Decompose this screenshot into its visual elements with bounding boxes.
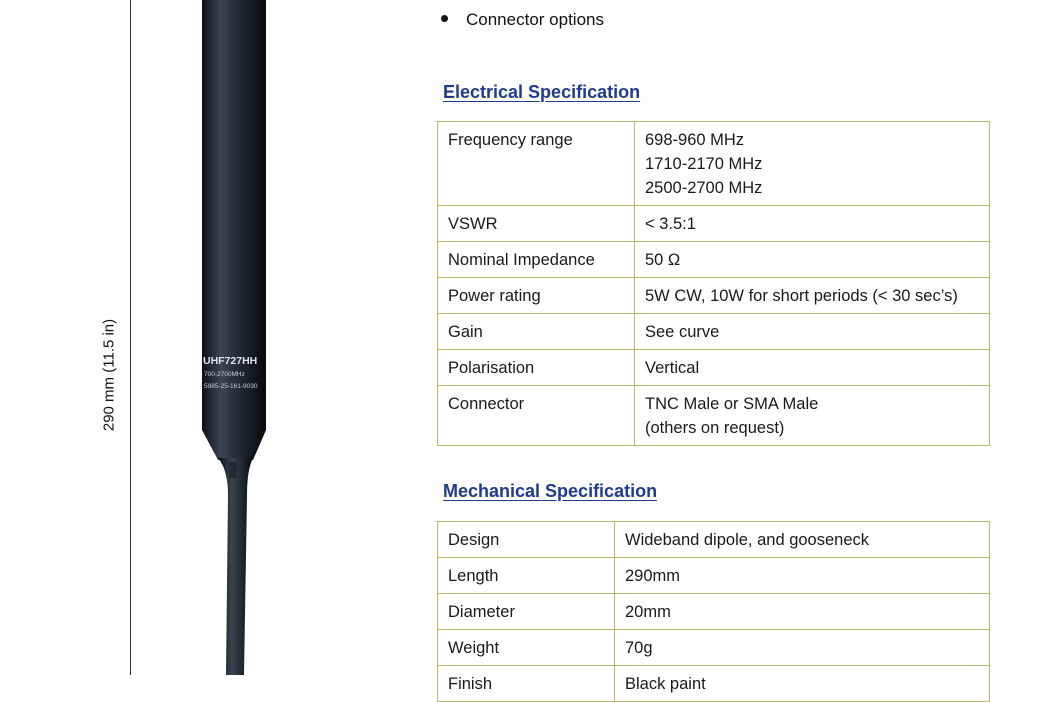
antenna-freq-text: 700-2700MHz — [204, 371, 245, 378]
spec-row — [438, 558, 990, 594]
spec-key: Nominal Impedance — [438, 242, 635, 278]
spec-row — [438, 666, 990, 702]
spec-row — [438, 242, 990, 278]
spec-value-line: Wideband dipole, and gooseneck — [625, 531, 870, 549]
spec-row — [438, 278, 990, 314]
spec-value-line: Vertical — [645, 359, 700, 377]
spec-value — [635, 314, 990, 350]
spec-value-line: (others on request) — [645, 419, 785, 437]
spec-row — [438, 630, 990, 666]
spec-key: Weight — [438, 630, 615, 666]
spec-value-line: 20mm — [625, 603, 671, 621]
dimension-label: 290 mm (11.5 in) — [100, 318, 118, 432]
antenna-model-text: UHF727HH — [203, 355, 258, 367]
spec-key: Power rating — [438, 278, 635, 314]
spec-key: Gain — [438, 314, 635, 350]
spec-value-line: 290mm — [625, 567, 681, 585]
spec-value — [635, 278, 990, 314]
spec-row — [438, 594, 990, 630]
spec-value — [635, 242, 990, 278]
spec-value — [615, 522, 990, 558]
spec-value — [635, 350, 990, 386]
spec-value — [635, 386, 990, 446]
spec-value-line: < 3.5:1 — [645, 215, 696, 233]
spec-value-line: 698-960 MHz — [645, 131, 745, 149]
electrical-spec-table — [437, 121, 990, 446]
spec-value-line: 1710-2170 MHz — [645, 155, 763, 173]
spec-key: VSWR — [438, 206, 635, 242]
spec-row — [438, 350, 990, 386]
antenna-image — [190, 0, 290, 675]
bullet-text: Connector options — [466, 10, 604, 29]
spec-key: Length — [438, 558, 615, 594]
spec-value-line: 2500-2700 MHz — [645, 179, 763, 197]
spec-row — [438, 386, 990, 446]
spec-value — [615, 630, 990, 666]
spec-value — [615, 558, 990, 594]
spec-row — [438, 206, 990, 242]
spec-value-line: Black paint — [625, 675, 706, 693]
spec-key: Polarisation — [438, 350, 635, 386]
spec-key: Diameter — [438, 594, 615, 630]
spec-key: Finish — [438, 666, 615, 702]
spec-value-line: 50 Ω — [645, 251, 681, 269]
dimension-line — [130, 0, 131, 675]
spec-value-line: TNC Male or SMA Male — [645, 395, 819, 413]
spec-value — [635, 122, 990, 206]
spec-key: Connector — [438, 386, 635, 446]
mechanical-spec-title: Mechanical Specification — [443, 481, 658, 501]
antenna-part-text: 5985-25-161-9030 — [204, 383, 258, 390]
electrical-spec-title: Electrical Specification — [443, 82, 641, 102]
bullet-icon — [441, 15, 448, 22]
spec-row — [438, 314, 990, 350]
spec-value — [615, 594, 990, 630]
spec-value — [635, 206, 990, 242]
spec-row — [438, 522, 990, 558]
spec-row — [438, 122, 990, 206]
spec-value-line: 5W CW, 10W for short periods (< 30 sec’s) — [645, 287, 958, 305]
spec-value-line: 70g — [625, 639, 653, 657]
spec-key: Design — [438, 522, 615, 558]
spec-key: Frequency range — [438, 122, 635, 206]
bullet-item — [441, 10, 604, 30]
spec-value — [615, 666, 990, 702]
spec-value-line: See curve — [645, 323, 720, 341]
